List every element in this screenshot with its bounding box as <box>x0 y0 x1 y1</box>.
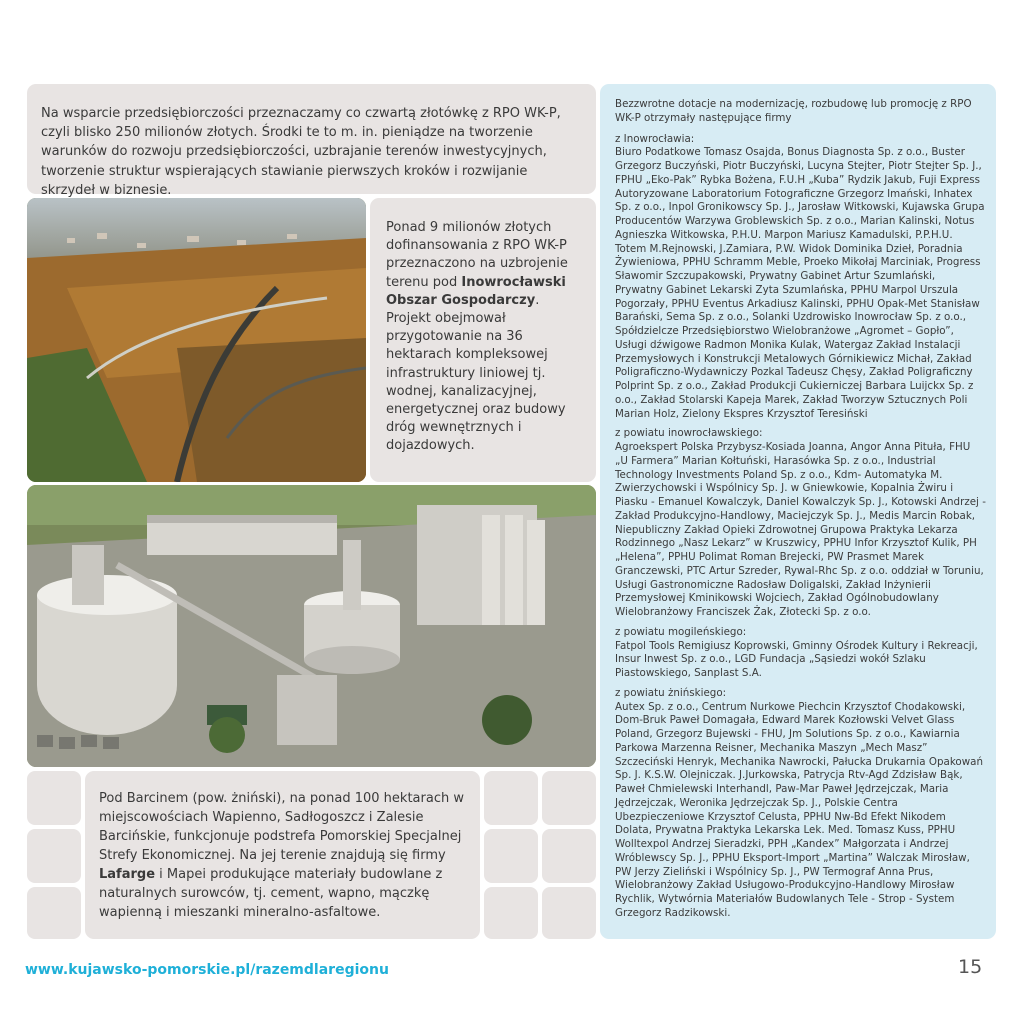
decor-tile <box>27 887 81 939</box>
company-lafarge: Lafarge <box>99 867 156 882</box>
barcin-text-before: Pod Barcinem (pow. żniński), na ponad 100 hektarach w miejscowościach Wapienno, Sadłogoszcz i Zalesie Barcińskie, funkcjonuje podstrefa Pomorskiej Specjalnej Strefy Ekonomicznej. Na jej terenie znajdują się firmy <box>99 791 464 863</box>
cement-plant-photo <box>27 485 596 767</box>
decor-tile <box>542 829 596 883</box>
zone-name: Inowrocławski Obszar Gospodarczy <box>386 274 566 308</box>
section-title: z powiatu inowrocławskiego: <box>615 427 763 440</box>
section-text: Fatpol Tools Remigiusz Koprowski, Gminny Ośrodek Kultury i Rekreacji, Insur Inwest Sp. z o.o., LGD Fundacja „Sąsiedzi wokół Szlaku Piastowskiego, Sanplast S.A. <box>615 639 978 679</box>
intro-box <box>27 84 596 198</box>
barcin-description-box <box>85 771 480 939</box>
decor-tile <box>27 829 81 883</box>
section-text: Autex Sp. z o.o., Centrum Nurkowe Piechcin Krzysztof Chodakowski, Dom-Bruk Paweł Domagała, Edward Marek Kozłowski Velvet Glass Poland, Grzegorz Bujewski - FHU, Jm Solutions Sp. z o.o., Kawiarnia Parkowa Marzenna Reisner, Mechanika Maszyn „Mech Masz” Szczeciński Henryk, Mechanika Nawrocki, Pałucka Drukarnia Opakowań Sp. J. K.S.W. Olejniczak. J.Jurkowska, Patrycja Rtv-Agd Zdzisław Bąk, Paweł Chmielewski Interhandl, Paw-Mar Paweł Jędrzejczak, Maria Jędrzejczak, Weronika Jędrzejczak Sp. J., Polskie Centra Ubezpieczeniowe Krzysztof Celusta, PPHU Nw-Bd Efekt Nikodem Dolata, Prywatna Praktyka Lekarska Lek. Med. Tomasz Kuss, PPHU Wolltexpol Andrzej Sieradzki, PPH „Kandex” Małgorzata i Andrzej Wróblewscy Sp. J., PPHU Eksport-Import „Martina” Walczak Mirosław, PW Jerzy Zieliński i Wspólnicy Sp. J., PW Termograf Anna Prus, Wielobranżowy Zakład Usługowo-Produkcyjno-Handlowy Mirosław Rychlik, Wytwórnia Materiałów Budowlanych Tele - Strop - System Grzegorz Radzikowski. <box>615 700 983 919</box>
section-text: Biuro Podatkowe Tomasz Osajda, Bonus Diagnosta Sp. z o.o., Buster Grzegorz Buczyński, Piotr Buczyński, Lucyna Stejter, Piotr Stejter Sp. J., FPHU „Eko-Pak” Rybka Bożena, F.U.H „Kuba” Rydzik Jakub, Fuji Express Autoryzowane Laboratorium Fotograficzne Grzegorz Imański, Inhatex Sp. z o.o., Inpol Gronikowscy Sp. J., Jarosław Witkowski, Kujawska Grupa Producentów Warzywa Groblewskich Sp. z o.o., Marian Kalinski, Notus Agnieszka Witkowska, P.H.U. Marpon Mariusz Kamadulski, P.P.H.U. Totem M.Rejnowski, J.Zamiara, P.W. Widok Dominika Dzieł, Poradnia Żywieniowa, PPHU Schramm Meble, Proeko Mikołaj Marciniak, Progress Sławomir Szczupakowski, Prywatny Gabinet Artur Szumlański, Prywatny Gabinet Lekarski Zyta Szumlańska, PPHU Marpol Urszula Pogorzały, PPHU Eventus Arkadiusz Kalinski, PPHU Opak-Met Stanisław Barański, Sema Sp. z o.o., Solanki Uzdrowisko Inowrocław Sp. z o.o., Spółdzielcze Przedsiębiorstwo Wielobranżowe „Agromet – Gopło”, Usługi dźwigowe Radmon Monika Kulak, Watergaz Zakład Instalacji Przemysłowych i Konstrukcji Metalowych Górnikiewicz Michał, Zakład Poligraficzno-Wydawniczy Pozkal Tadeusz Chęsy, Zakład Poligraficzny Polprint Sp. z o.o., Zakład Produkcji Cukierniczej Barbara Luijckx Sp. z o.o., Zakład Stolarski Kapeja Marek, Zakład Tworzyw Sztucznych Poli Marian Holz, Zielony Ekspres Krzysztof Teresiński <box>615 146 985 420</box>
decor-tile <box>542 887 596 939</box>
intro-text: Na wsparcie przedsiębiorczości przeznaczamy co czwartą złotówkę z RPO WK-P, czyli blisko 250 milionów złotych. Środki te to m. in. pieniądze na tworzenie warunków do rozwoju przedsiębiorczości, uzbrajanie terenów inwestycyjnych, tworzenie struktur wspierających stawianie pierwszych kroków i rozwijanie skrzydeł w biznesie. <box>41 106 561 198</box>
grants-lead: Bezzwrotne dotacje na modernizację, rozbudowę lub promocję z RPO WK-P otrzymały następujące firmy <box>615 98 972 124</box>
decor-tile <box>484 887 538 939</box>
decor-tile <box>484 771 538 825</box>
decor-tile <box>484 829 538 883</box>
zone-text-after: . Projekt obejmował przygotowanie na 36 hektarach kompleksowej infrastruktury liniowej tj. wodnej, kanalizacyjnej, energetycznej oraz budowy dróg wewnętrznych i dojazdowych. <box>386 292 566 454</box>
grant-recipients-panel <box>600 84 996 939</box>
section-text: Agroekspert Polska Przybysz-Kosiada Joanna, Angor Anna Pituła, FHU „U Farmera” Marian Kołtuński, Harasówka Sp. z o.o., Industrial Technology Investments Poland Sp. z o.o., Kdm- Automatyka M. Zwierzychowski i Wspólnicy Sp. J. w Gniewkowie, Kopalnia Żwiru i Piasku - Emanuel Kowalczyk, Daniel Kowalczyk Sp. J., Kotowski Andrzej - Zakład Produkcyjno-Handlowy, Maciejczyk Sp. J., Medis Marcin Robak, Niepubliczny Zakład Opieki Zdrowotnej Grupowa Praktyka Lekarza Rodzinnego „Nasz Lekarz” w Kruszwicy, PPHU Infor Krzysztof Kulik, PH „Helena”, PPHU Polimat Roman Brejecki, PW Prasmet Marek Granczewski, PTC Artur Szreder, Rywal-Rhc Sp. z o.o. oddział w Toruniu, Usługi Gastronomiczne Radosław Doligalski, Zakład Inżynierii Przemysłowej Kminikowski Wojciech, Zakład Ogólnobudowlany Wielobranżowy Franciszek Żak, Złotecki Sp. z o.o. <box>615 441 986 618</box>
zone-description-box <box>370 198 596 482</box>
section-title: z powiatu żnińskiego: <box>615 686 727 699</box>
section-title: z powiatu mogileńskiego: <box>615 625 747 638</box>
aerial-photo-industrial-zone <box>27 198 366 482</box>
decor-tile <box>542 771 596 825</box>
zone-text-before: Ponad 9 milionów złotych dofinansowania z RPO WK-P przeznaczono na uzbrojenie terenu pod <box>386 220 568 290</box>
decor-tile <box>27 771 81 825</box>
page-number: 15 <box>958 956 983 978</box>
barcin-text-after: i Mapei produkujące materiały budowlane z naturalnych surowców, tj. cement, wapno, mączkę wapienną i mieszanki mineralno-asfaltowe. <box>99 867 443 920</box>
footer-url-link[interactable]: www.kujawsko-pomorskie.pl/razemdlaregionu <box>25 962 389 978</box>
section-title: z Inowrocławia: <box>615 132 695 145</box>
